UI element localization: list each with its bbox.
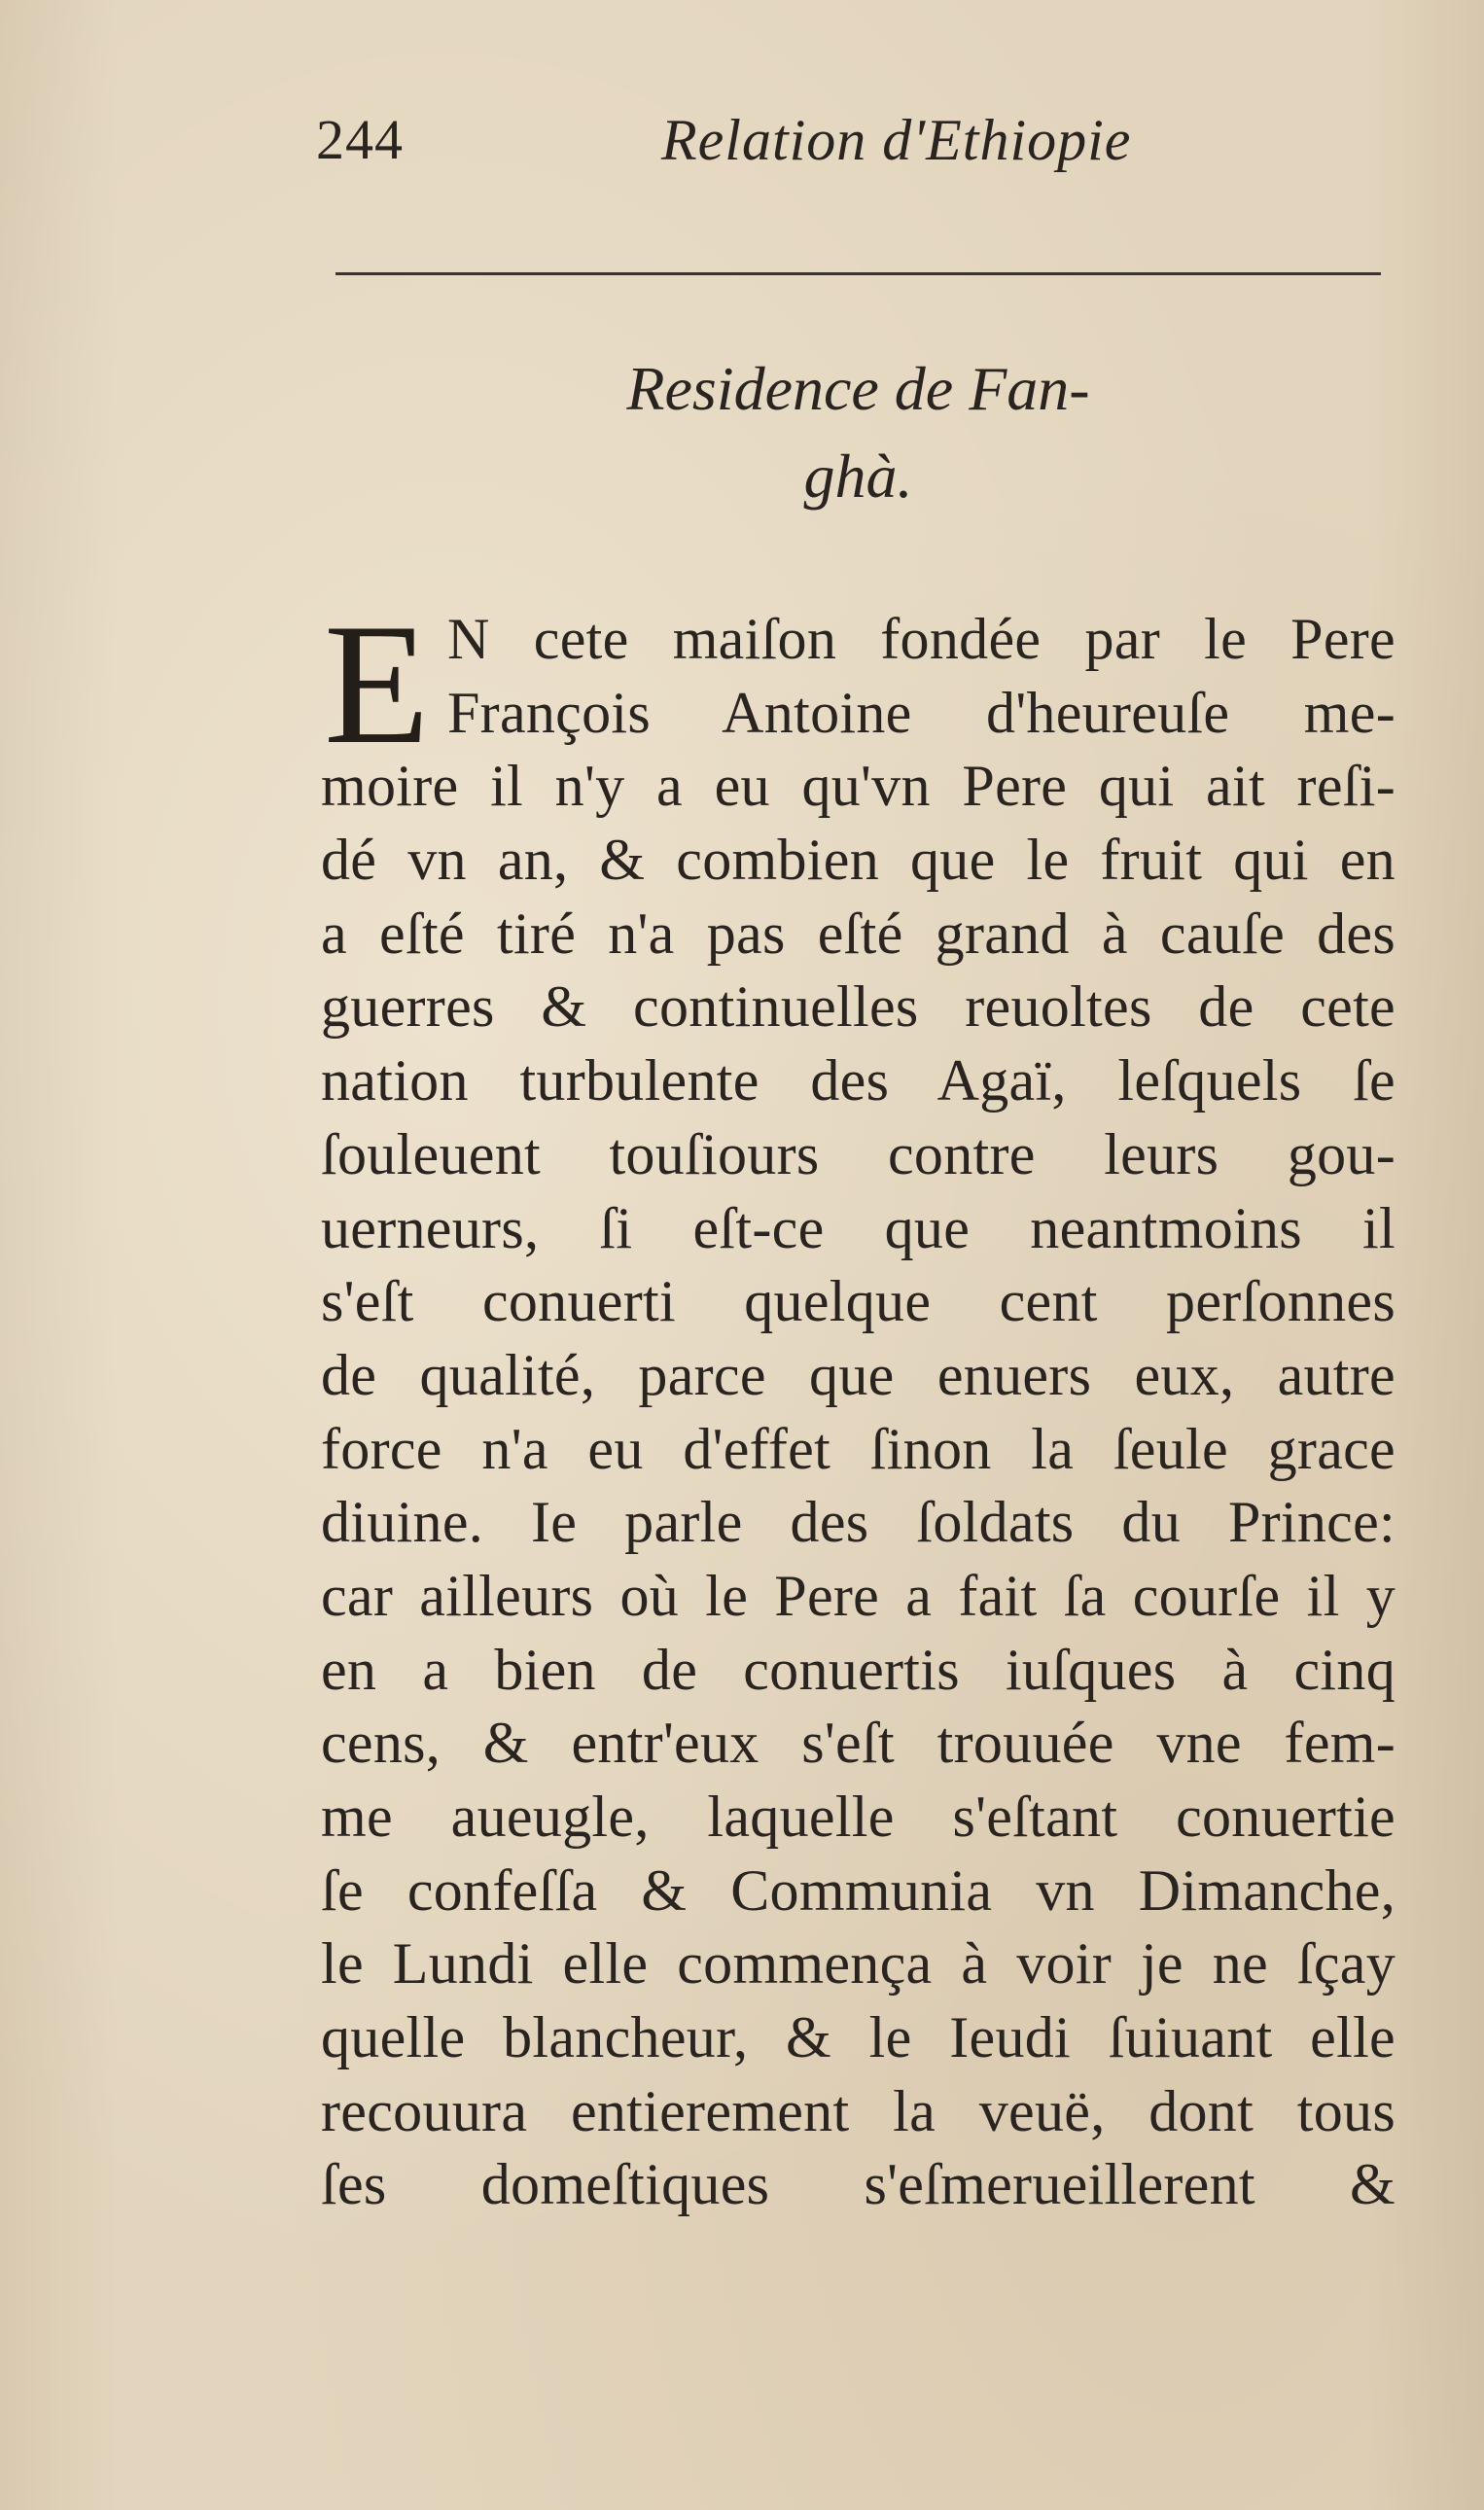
text-line: en a bien de conuertis iuſques à cinq <box>321 1637 1396 1702</box>
text-line: dé vn an, & combien que le fruit qui en <box>321 828 1396 893</box>
text-line: François Antoine d'heureuſe me- <box>447 680 1396 745</box>
text-line: ſouleuent touſiours contre leurs gou- <box>321 1121 1396 1186</box>
section-title <box>321 345 1396 520</box>
text-line: force n'a eu d'effet ſinon la ſeule grace <box>321 1416 1396 1481</box>
running-title: Relation d'Ethiopie <box>661 108 1132 172</box>
header-rule <box>336 272 1381 275</box>
text-line: ſes domeſtiques s'eſmerueillerent & <box>321 2152 1396 2217</box>
text-line: nation turbulente des Agaï, leſquels ſe <box>321 1048 1396 1114</box>
text-line: guerres & continuelles reuoltes de cete <box>321 974 1396 1040</box>
running-head <box>316 107 1391 185</box>
text-line: recouura entierement la veuë, dont tous <box>321 2078 1396 2143</box>
section-title-line-2: ghà. <box>803 442 913 511</box>
text-line: car ailleurs où le Pere a fait ſa courſe il y <box>321 1563 1396 1628</box>
text-line: de qualité, parce que enuers eux, autre <box>321 1342 1396 1407</box>
drop-cap: E <box>324 587 430 780</box>
page-number: 244 <box>316 108 404 171</box>
body-text <box>321 587 1396 2222</box>
text-line: cens, & entr'eux s'eſt trouuée vne fem- <box>321 1711 1396 1776</box>
text-line: s'eſt conuerti quelque cent perſonnes <box>321 1269 1396 1334</box>
text-line: moire il n'y a eu qu'vn Pere qui ait reſi- <box>321 754 1396 819</box>
text-line: uerneurs, ſi eſt-ce que neantmoins il <box>321 1195 1396 1260</box>
text-line: le Lundi elle commença à voir je ne ſçay <box>321 1931 1396 1997</box>
section-title-line-1: Residence de Fan- <box>626 354 1090 423</box>
text-line: diuine. Ie parle des ſoldats du Prince: <box>321 1490 1396 1555</box>
text-line: a eſté tiré n'a pas eſté grand à cauſe des <box>321 901 1396 966</box>
text-line: N cete maiſon fondée par le Pere <box>447 607 1396 671</box>
text-line: me aueugle, laquelle s'eſtant conuertie <box>321 1785 1396 1849</box>
text-line: quelle blancheur, & le Ieudi ſuiuant elle <box>321 2005 1396 2070</box>
text-line: ſe confeſſa & Communia vn Dimanche, <box>321 1857 1396 1923</box>
